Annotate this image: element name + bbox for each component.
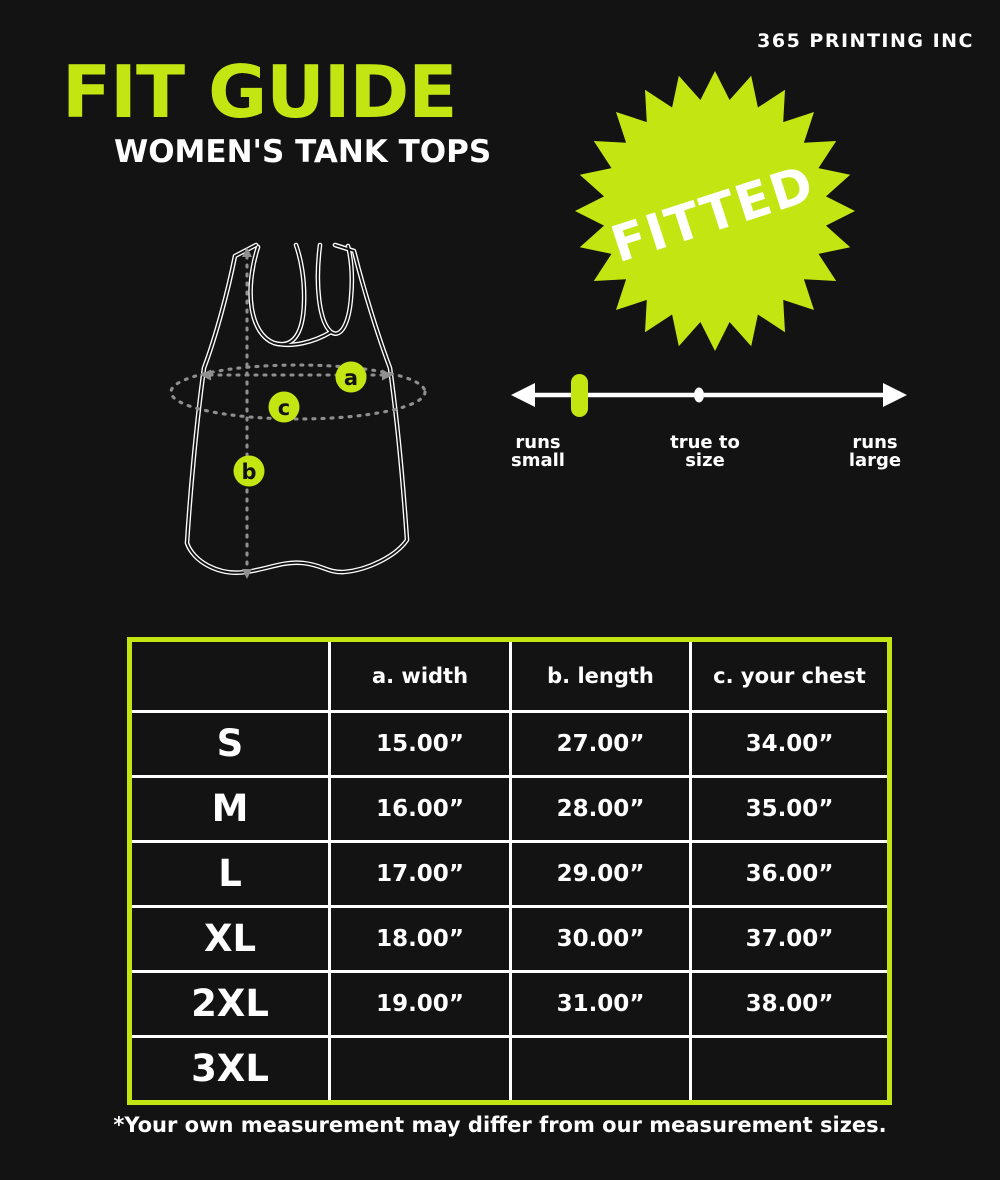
- chest-value: 35.00”: [691, 776, 890, 841]
- size-label: 3XL: [130, 1036, 330, 1102]
- header-empty: [130, 640, 330, 712]
- brand-name: 365 PRINTING INC: [757, 30, 974, 52]
- table-row-3xl: [130, 1036, 890, 1102]
- length-value: 31.00”: [511, 971, 691, 1036]
- scale-label-true-to-size: true to size: [670, 432, 740, 471]
- chest-value: 37.00”: [691, 906, 890, 971]
- size-label: XL: [130, 906, 330, 971]
- size-label: M: [130, 776, 330, 841]
- width-arrow-left-icon: [200, 370, 211, 381]
- fit-scale-marker: [571, 374, 588, 417]
- table-row-s: [130, 712, 890, 777]
- page-title: FIT GUIDE: [62, 50, 457, 134]
- chest-value: [691, 1036, 890, 1102]
- chest-value: 38.00”: [691, 971, 890, 1036]
- marker-c-label: c: [277, 396, 291, 420]
- width-value: 16.00”: [330, 776, 511, 841]
- fit-scale-center-dot-icon: [694, 388, 704, 403]
- scale-label-runs-small: runs small: [511, 432, 565, 471]
- width-arrow-right-icon: [382, 370, 393, 381]
- header-chest: c. your chest: [691, 640, 890, 712]
- size-label: L: [130, 841, 330, 906]
- length-value: 27.00”: [511, 712, 691, 777]
- length-value: 29.00”: [511, 841, 691, 906]
- fit-scale-arrow-left-icon: [511, 383, 535, 407]
- header-length: b. length: [511, 640, 691, 712]
- table-row-m: [130, 776, 890, 841]
- chest-value: 34.00”: [691, 712, 890, 777]
- header-width: a. width: [330, 640, 511, 712]
- size-label: S: [130, 712, 330, 777]
- measurement-disclaimer: *Your own measurement may differ from our measurement sizes.: [113, 1113, 887, 1137]
- length-value: 28.00”: [511, 776, 691, 841]
- table-row-l: [130, 841, 890, 906]
- table-row-xl: [130, 906, 890, 971]
- fit-scale: [505, 360, 915, 430]
- page-subtitle: WOMEN'S TANK TOPS: [114, 134, 492, 170]
- chest-value: 36.00”: [691, 841, 890, 906]
- size-table: [127, 637, 892, 1105]
- marker-b-label: b: [241, 460, 257, 484]
- width-value: 19.00”: [330, 971, 511, 1036]
- width-value: 18.00”: [330, 906, 511, 971]
- length-arrow-bottom-icon: [242, 569, 252, 579]
- fit-scale-arrow-right-icon: [883, 383, 907, 407]
- size-table-header-row: [130, 640, 890, 712]
- measurement-annotations: [150, 230, 450, 595]
- width-value: [330, 1036, 511, 1102]
- length-value: [511, 1036, 691, 1102]
- size-label: 2XL: [130, 971, 330, 1036]
- table-row-2xl: [130, 971, 890, 1036]
- width-value: 15.00”: [330, 712, 511, 777]
- width-value: 17.00”: [330, 841, 511, 906]
- length-arrow-top-icon: [242, 247, 252, 257]
- fitted-badge-label: FITTED: [604, 154, 822, 274]
- scale-label-runs-large: runs large: [848, 432, 902, 471]
- length-value: 30.00”: [511, 906, 691, 971]
- marker-a-label: a: [343, 366, 359, 390]
